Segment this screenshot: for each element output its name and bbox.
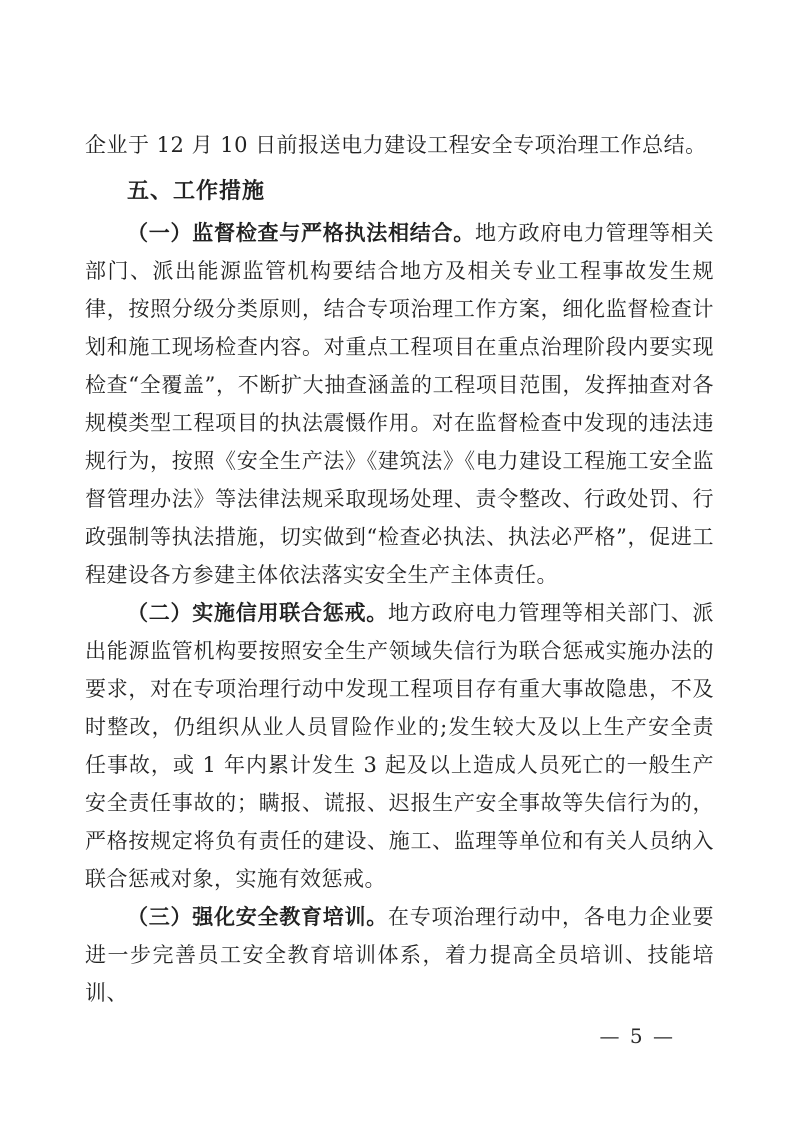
- paragraph-1-text: 地方政府电力管理等相关部门、派出能源监管机构要结合地方及相关专业工程事故发生规律，按照分级分类原则，结合专项治理工作方案，细化监督检查计划和施工现场检查内容。对重点工程项目在重点治理阶段内要实现检查“全覆盖”，不断扩大抽查涵盖的工程项目范围，发挥抽查对各规模类型工程项目的执法震慑作用。对在监督检查中发现的违法违规行为，按照《安全生产法》《建筑法》《电力建设工程施工安全监督管理办法》等法律法规采取现场处理、责令整改、行政处罚、行政强制等执法措施，切实做到“检查必执法、执法必严格”，促进工程建设各方参建主体依法落实安全生产主体责任。: [85, 221, 714, 587]
- page-number: — 5 —: [599, 1024, 675, 1048]
- paragraph-2-text: 地方政府电力管理等相关部门、派出能源监管机构要按照安全生产领域失信行为联合惩戒实施办法的要求，对在专项治理行动中发现工程项目存有重大事故隐患，不及时整改，仍组织从业人员冒险作业的;发生较大及以上生产安全责任事故，或 1 年内累计发生 3 起及以上造成人员死亡的一般生产安全责任事故的；瞒报、谎报、迟报生产安全事故等失信行为的，严格按规定将负有责任的建设、施工、监理等单位和有关人员纳入联合惩戒对象，实施有效惩戒。: [85, 601, 714, 891]
- document-body: [85, 126, 714, 1012]
- intro-continuation-line: 企业于 12 月 10 日前报送电力建设工程安全专项治理工作总结。: [85, 133, 707, 157]
- paragraph-3-text: 在专项治理行动中，各电力企业要进一步完善员工安全教育培训体系，着力提高全员培训、技能培训、: [85, 905, 714, 1005]
- section-heading: 五、工作措施: [127, 179, 266, 204]
- paragraph-1-lead: （一）监督检查与严格执法相结合。: [127, 221, 475, 245]
- paragraph-2: [85, 594, 714, 898]
- paragraph-1: [85, 214, 714, 594]
- paragraph-3: [85, 898, 714, 1012]
- paragraph-2-lead: （二）实施信用联合惩戒。: [127, 601, 388, 625]
- paragraph-3-lead: （三）强化安全教育培训。: [127, 905, 388, 929]
